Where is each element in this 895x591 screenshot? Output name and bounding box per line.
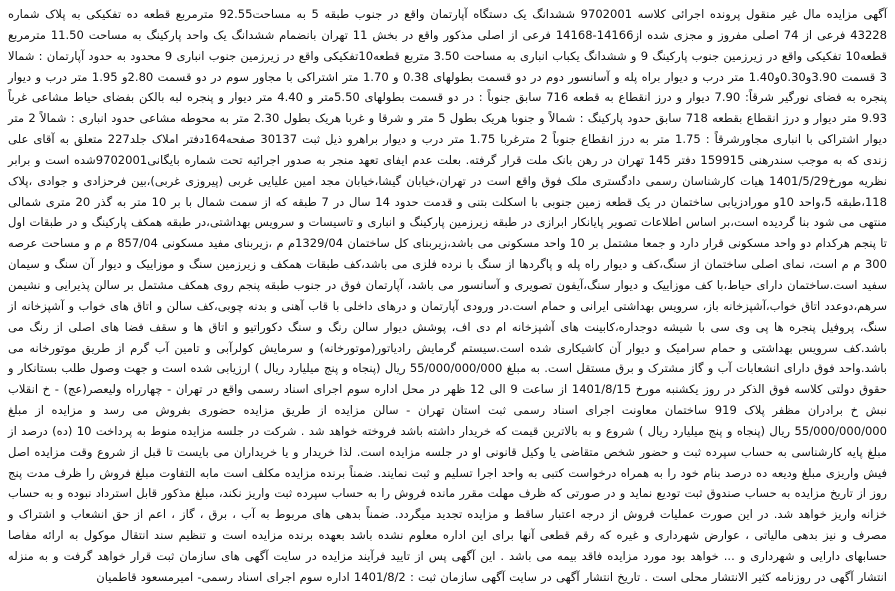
notice-body-text: آگهی مزایده مال غیر منقول پرونده اجرائی کلاسه 9702001 ششدانگ یک دستگاه آپارتمان واقع در جنوب طبقه 5 به مساحت92.55 مترمربع قطعه ده تفکیکی به پلاک شماره 43228 فرعی از 74 اصلی مفروز و مجزی شده از14166-14168 فرعی از اصلی مذکور واقع در بخش 11 تهران بانضمام ششدانگ یک واحد پارکینگ به مساحت 11.50 مترمربع قطعه10 تفکیکی واقع در زیرزمین جنوب پارکینگ 9 و ششدانگ یکباب انباری به مساحت 3.50 متربع قطعه10تفکیکی واقع در زیرزمین جنوب انباری 9 محدود به حدود آپارتمان : شمالا 3 قسمت 3.90و0.30و1.40 متر درب و دیوار براه پله و آسانسور دوم در دو قسمت بطولهای 0.38 و 1.70 متر اشتراکی با مجاور سوم در دو قسمت 2.80و 1.95 متر درب و دیوار پنجره به فضای نورگیر شرقاً: 7.90 دیوار و درز انقطاع به قطعه 716 سابق جنوباً : در دو قسمت بطولهای 5.50متر و 4.40 متر دیوار و پنجره لبه بالکن بفضای حیاط مشاعی غرباً 9.93 متر دیوار و درز انقطاع بقطعه 718 سابق حدود پارکینگ : شمالاً و جنوبا هریک بطول 5 متر و شرقا و غربا هریک بطول 2.30 متر به محوطه مشاعی حدود انباری : شمالاً 2 متر دیوار اشتراکی با انباری مجاورشرقاً : 1.75 متر به درز انقطاع جنوباً 2 مترغربا 1.75 متر درب و دیوار براهرو ذیل ثبت 30137 صفحه164دفتر املاک جلد227 متعلق به آقای علی زندی که به موجب سندرهنی 159915 دفتر 145 تهران در رهن بانک ملت قرار گرفته. بعلت عدم ایفای تعهد منجر به صدور اجرائیه تحت شماره بایگانی9702001شده است و برابر نظریه مورخ1401/5/29 هیات کارشناسان رسمی دادگستری ملک فوق واقع است در تهران،خیابان گیشا،خیابان مجد امین علیایی غربی (پیروزی غربی)،بین فرحزادی و جوادی ،پلاک 118،طبقه 5،واحد 10و مورادزیابی ساختمان در یک قطعه زمین جنوبی با اسکلت بتنی و قدمت حدود 14 سال در 7 طبقه که از سمت شمال با بر 10 متر به گذر 20 متری شمالی منتهی می شود بنا گردیده است،بر اساس اطلاعات تصویر پایانکار ابرازی در طبقه زیرزمین پارکینگ و انباری و تاسیسات و سرویس بهداشتی،در طبقه همکف پارکینگ و در طبقات اول تا پنجم هرکدام دو واحد مسکونی قرار دارد و جمعا مشتمل بر 10 واحد مسکونی می باشد،زیربنای کل ساختمان 1329/04م م ،زیربنای مفید مسکونی 857/04 م م و مساحت عرصه 300 م م است، نمای اصلی ساختمان از سنگ،کف و دیوار راه پله و پاگردها از سنگ با نرده فلزی می باشد،کف طبقات همکف و زیرزمین سنگ و موزاییک و دیوار آن سنگ و سیمان سفید است.ساختمان دارای حیاط،با کف موزاییک و دیوار سنگ،آیفون تصویری و آسانسور می باشد، آپارتمان فوق در جنوب طبقه پنجم روی همکف مشتمل بر سالن پذیرایی و نشیمن سرهم،دوعدد اتاق خواب،آشپزخانه باز، سرویس بهداشتی ایرانی و حمام است.در ورودی آپارتمان و درهای داخلی با قاب آهنی و بدنه چوبی،کف سالن و اتاق های خواب و آشپزخانه از سنگ، پروفیل پنجره ها پی وی سی با شیشه دوجداره،کابینت های آشپزخانه ام دی اف، پوشش دیوار سالن رنگ و سنگ دکوراتیو و اتاق ها و سقف فضا های اصلی از رنگ می باشد.کف سرویس بهداشتی و حمام سرامیک و دیوار آن کاشیکاری شده است.سیستم گرمایش رادیاتور(موتورخانه) و سرمایش کولرآبی و تامین آب گرم از طریق موتورخانه می باشد.واحد فوق دارای انشعابات آب و گاز مشترک و برق مستقل است. به مبلغ 55/000/000/000 ریال (پنجاه و پنج میلیارد ریال ) ارزیابی شده است و جهت وصول طلب بستانکار و حقوق دولتی کلاسه فوق الذکر در روز یکشنبه مورخ 1401/8/15 از ساعت 9 الی 12 ظهر در محل اداره سوم اجرای اسناد رسمی واقع در تهران - چهارراه ولیعصر(عج) - خ انقلاب نبش خ برادران مظفر پلاک 919 ساختمان معاونت اجرای اسناد رسمی ثبت استان تهران - سالن مزایده از طریق مزایده حضوری بفروش می رسد و مزایده از مبلغ 55/000/000/000 ریال (پنجاه و پنج میلیارد ریال ) شروع و به بالاترین قیمت که خریدار داشته باشد فروخته خواهد شد . شرکت در جلسه مزایده منوط به پرداخت 10 (ده) درصد از مبلغ پایه کارشناسی به حساب سپرده ثبت و حضور شخص متقاضی یا وکیل قانونی او در جلسه مزایده است. لذا خریدار و یا خریداران می بایست تا قبل از شروع وقت مزایده اصل فیش واریزی مبلغ ودیعه ده درصد بنام خود را به همراه درخواست کتبی به واحد اجرا تسلیم و ثبت نمایند. ضمناً برنده مزایده مکلف است مابه التفاوت مبلغ فروش را ظرف مدت پنج روز از تاریخ مزایده به حساب صندوق ثبت توديع نماید و در صورتی که ظرف مهلت مقرر مانده فروش را به حساب سپرده ثبت واریز نکند، مبلغ مذکور قابل استرداد نبوده و به حساب خزانه واریز خواهد شد. در این صورت عملیات فروش از درجه اعتبار ساقط و مزایده تجدید میگردد. ضمناً بدهی های مربوط به آب ، برق ، گاز ، اعم از حق انشعاب و اشتراک و مصرف و نیز بدهی مالیاتی ، عوارض شهرداری و غیره که رقم قطعی آنها برای این اداره معلوم نشده باشد بعهده برنده مزایده است و تنظیم سند انتقال موکول به ارائه مفاصا حسابهای دارایی و شهرداری و ... خواهد بود مورد مزایده فاقد بیمه می باشد . این آگهی پس از تایید فرآیند مزایده در سایت آگهی های سازمان ثبت قرار خواهد گرفت و به منزله انتشار آگهی در روزنامه کثیر الانتشار محلی است . تاریخ انتشار آگهی در سایت آگهی سازمان ثبت : 1401/8/2 اداره سوم اجرای اسناد رسمی- امیرمسعود قاطمیان	[8, 7, 888, 584]
